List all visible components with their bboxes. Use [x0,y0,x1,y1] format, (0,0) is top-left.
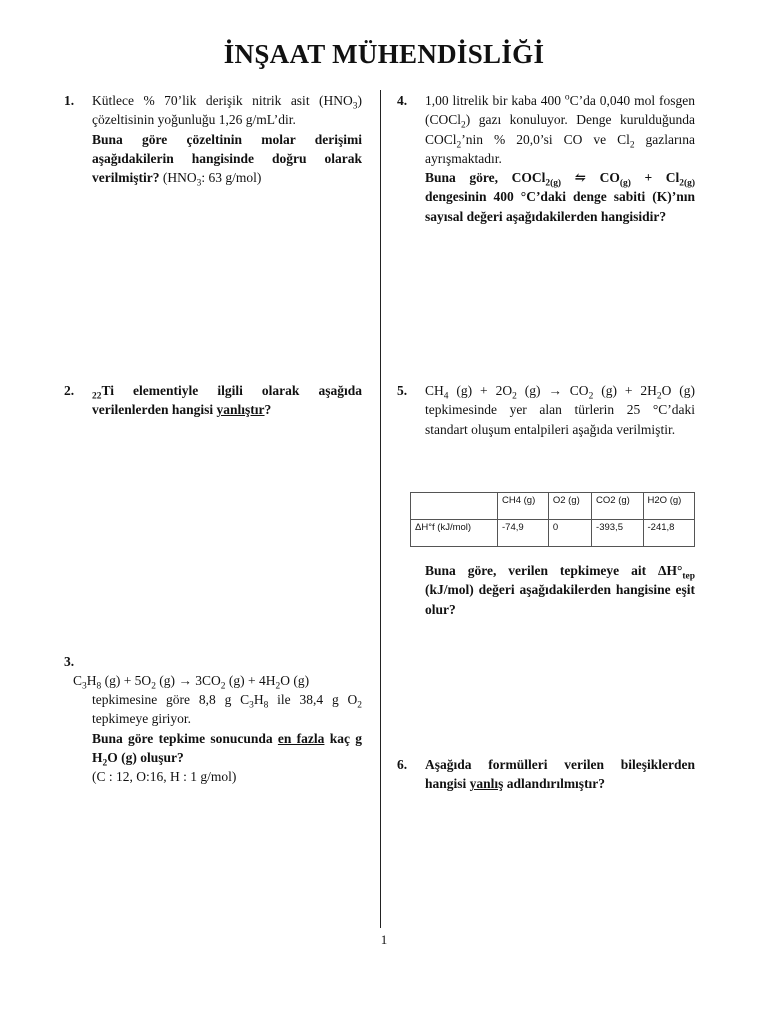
table-cell: 0 [548,520,591,547]
table-cell: -74,9 [498,520,549,547]
question-note: (C : 12, O:16, H : 1 g/mol) [92,769,237,785]
question-prompt: $_{22}$Ti elementiyle ilgili olarak aşağıda verilenlerden hangisi yanlıştır? [92,383,362,418]
table-header-cell: CO2 (g) [592,493,643,520]
page-title: İNŞAAT MÜHENDİSLİĞİ [223,39,545,69]
question-stem: $CH_4$ $(g) + 2O_2$ $(g) \to CO_2$ $(g) + 2H_2O$ (g) tepkimesinde yer alan türlerin 25 °C’daki standart oluşum entalpileri aşağıda verilmiştir. [425,383,696,437]
reaction-equation: $CH_4$ $(g) + 2O_2$ $(g) \to CO_2$ $(g) + 2H_2O$ (g) [425,383,696,402]
question-number: 5. [397,383,408,398]
question-body [92,91,362,187]
table-header-cell: O2 (g) [548,493,591,520]
question-prompt: Buna göre, verilen tepkimeye ait $\Delta H^\circ_{tep}$ (kJ/mol) değeri aşağıdakilerden hangisine eşit olur? [425,563,695,617]
question-number: 2. [64,383,75,398]
table-header-row [411,493,695,520]
atomic-number: 22 [92,391,102,402]
question-prompt: Buna göre, COCl$_{2(g)}$ ⇋ $CO_{(g)} + Cl_{2(g)}$ dengesinin 400 °C’daki denge sabiti (K)’nın sayısal değeri aşağıdakilerden hangisidir? [425,170,695,224]
question-body [92,690,362,786]
question-number: 4. [397,93,408,108]
table-row-label: ΔH°f (kJ/mol) [411,520,498,547]
column-divider [380,90,381,928]
question-prompt: Aşağıda formülleri verilen bileşiklerden hangisi yanlış adlandırılmıştır? [425,757,695,792]
emphasis-word: en fazla [277,730,325,746]
table-cell: -393,5 [592,520,643,547]
reaction-equation: $C_3H_8$ $(g) + 5O_2$ $(g) \to 3CO_2$ $(g) + 4H_2O$ (g) [73,673,310,692]
question-prompt: Buna göre tepkime sonucunda en fazla kaç g $H_2O$ (g) oluşur? [92,730,362,769]
reaction-arrow-icon: → [178,673,192,688]
table-header-cell: CH4 (g) [498,493,549,520]
question-number: 1. [64,93,75,108]
page-number: 1 [380,932,388,947]
question-prompt: Buna göre çözeltinin molar derişimi aşağıdakilerin hangisinde doğru olarak verilmiştir? ($HNO_3$: 63 g/mol) [92,131,362,189]
question-body [425,755,695,794]
question-stem: Kütlece % 70’lik derişik nitrik asit $(HNO_3)$ çözeltisinin yoğunluğu 1,26 g/mL’dir. [92,93,362,128]
emphasis-word: yanlış [469,776,504,792]
question-body [425,381,695,439]
question-stem: 1,00 litrelik bir kaba 400 $^o$C’da 0,040 mol fosgen (COCl$_2$) gazı konuluyor. Denge kurulduğunda COCl$_2$’nin % 20,0’si CO ve $Cl_2$ gazlarına ayrışmaktadır. [425,92,696,166]
question-stem: tepkimesine göre 8,8 g $C_3H_8$ ile 38,4 g $O_2$ tepkimeye giriyor. [92,692,362,727]
emphasis-word: yanlıştır [216,402,265,418]
table-header-cell: H2O (g) [643,493,694,520]
enthalpy-table [410,492,695,547]
question-body [92,381,362,420]
question-number: 3. [64,654,75,669]
table-row [411,520,695,547]
table-cell-empty [411,493,498,520]
table-cell: -241,8 [643,520,694,547]
question-body [425,91,695,226]
equilibrium-arrow-icon: ⇋ [561,170,600,186]
question-number: 6. [397,757,408,772]
